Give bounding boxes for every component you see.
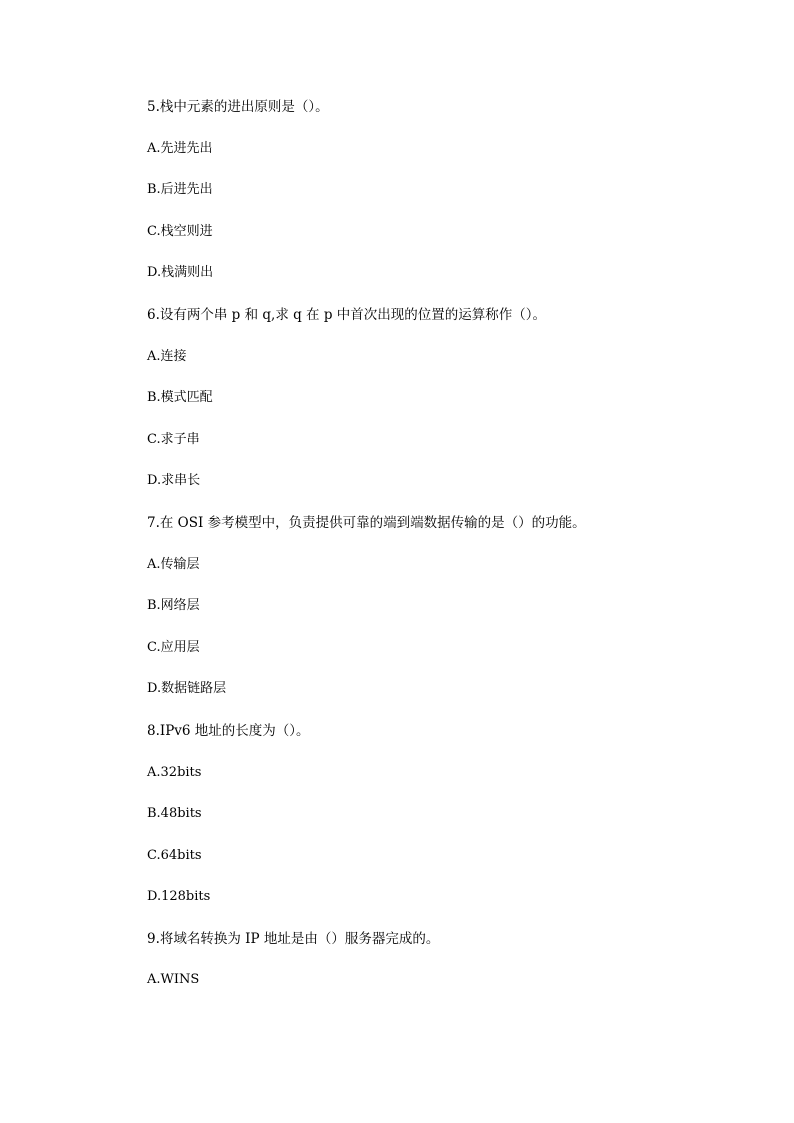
question-8-option-b: B.48bits bbox=[147, 806, 202, 822]
question-8-option-d: D.128bits bbox=[147, 889, 211, 905]
question-5-option-c: C.栈空则进 bbox=[147, 223, 213, 239]
question-5-option-a: A.先进先出 bbox=[147, 140, 213, 156]
question-7-option-d: D.数据链路层 bbox=[147, 681, 227, 697]
question-8-option-c: C.64bits bbox=[147, 847, 202, 863]
question-9-option-a: A.WINS bbox=[147, 972, 200, 988]
question-6-option-a: A.连接 bbox=[147, 348, 187, 364]
question-5-option-b: B.后进先出 bbox=[147, 182, 213, 198]
question-9-stem: 9.将域名转换为 IP 地址是由（）服务器完成的。 bbox=[147, 930, 440, 947]
question-7-option-c: C.应用层 bbox=[147, 639, 200, 655]
question-7-option-a: A.传输层 bbox=[147, 556, 200, 572]
question-6-option-d: D.求串长 bbox=[147, 473, 201, 489]
question-5-option-d: D.栈满则出 bbox=[147, 265, 214, 281]
question-8-stem: 8.IPv6 地址的长度为（）。 bbox=[147, 722, 310, 739]
question-6-stem: 6.设有两个串 p 和 q,求 q 在 p 中首次出现的位置的运算称作（）。 bbox=[147, 306, 547, 323]
question-5-stem: 5.栈中元素的进出原则是（）。 bbox=[147, 99, 329, 115]
question-8-option-a: A.32bits bbox=[147, 764, 202, 780]
question-6-option-b: B.模式匹配 bbox=[147, 390, 213, 406]
question-7-option-b: B.网络层 bbox=[147, 598, 200, 614]
question-6-option-c: C.求子串 bbox=[147, 431, 200, 447]
document-body bbox=[147, 97, 747, 1012]
question-7-stem: 7.在 OSI 参考模型中，负责提供可靠的端到端数据传输的是（）的功能。 bbox=[147, 514, 586, 531]
